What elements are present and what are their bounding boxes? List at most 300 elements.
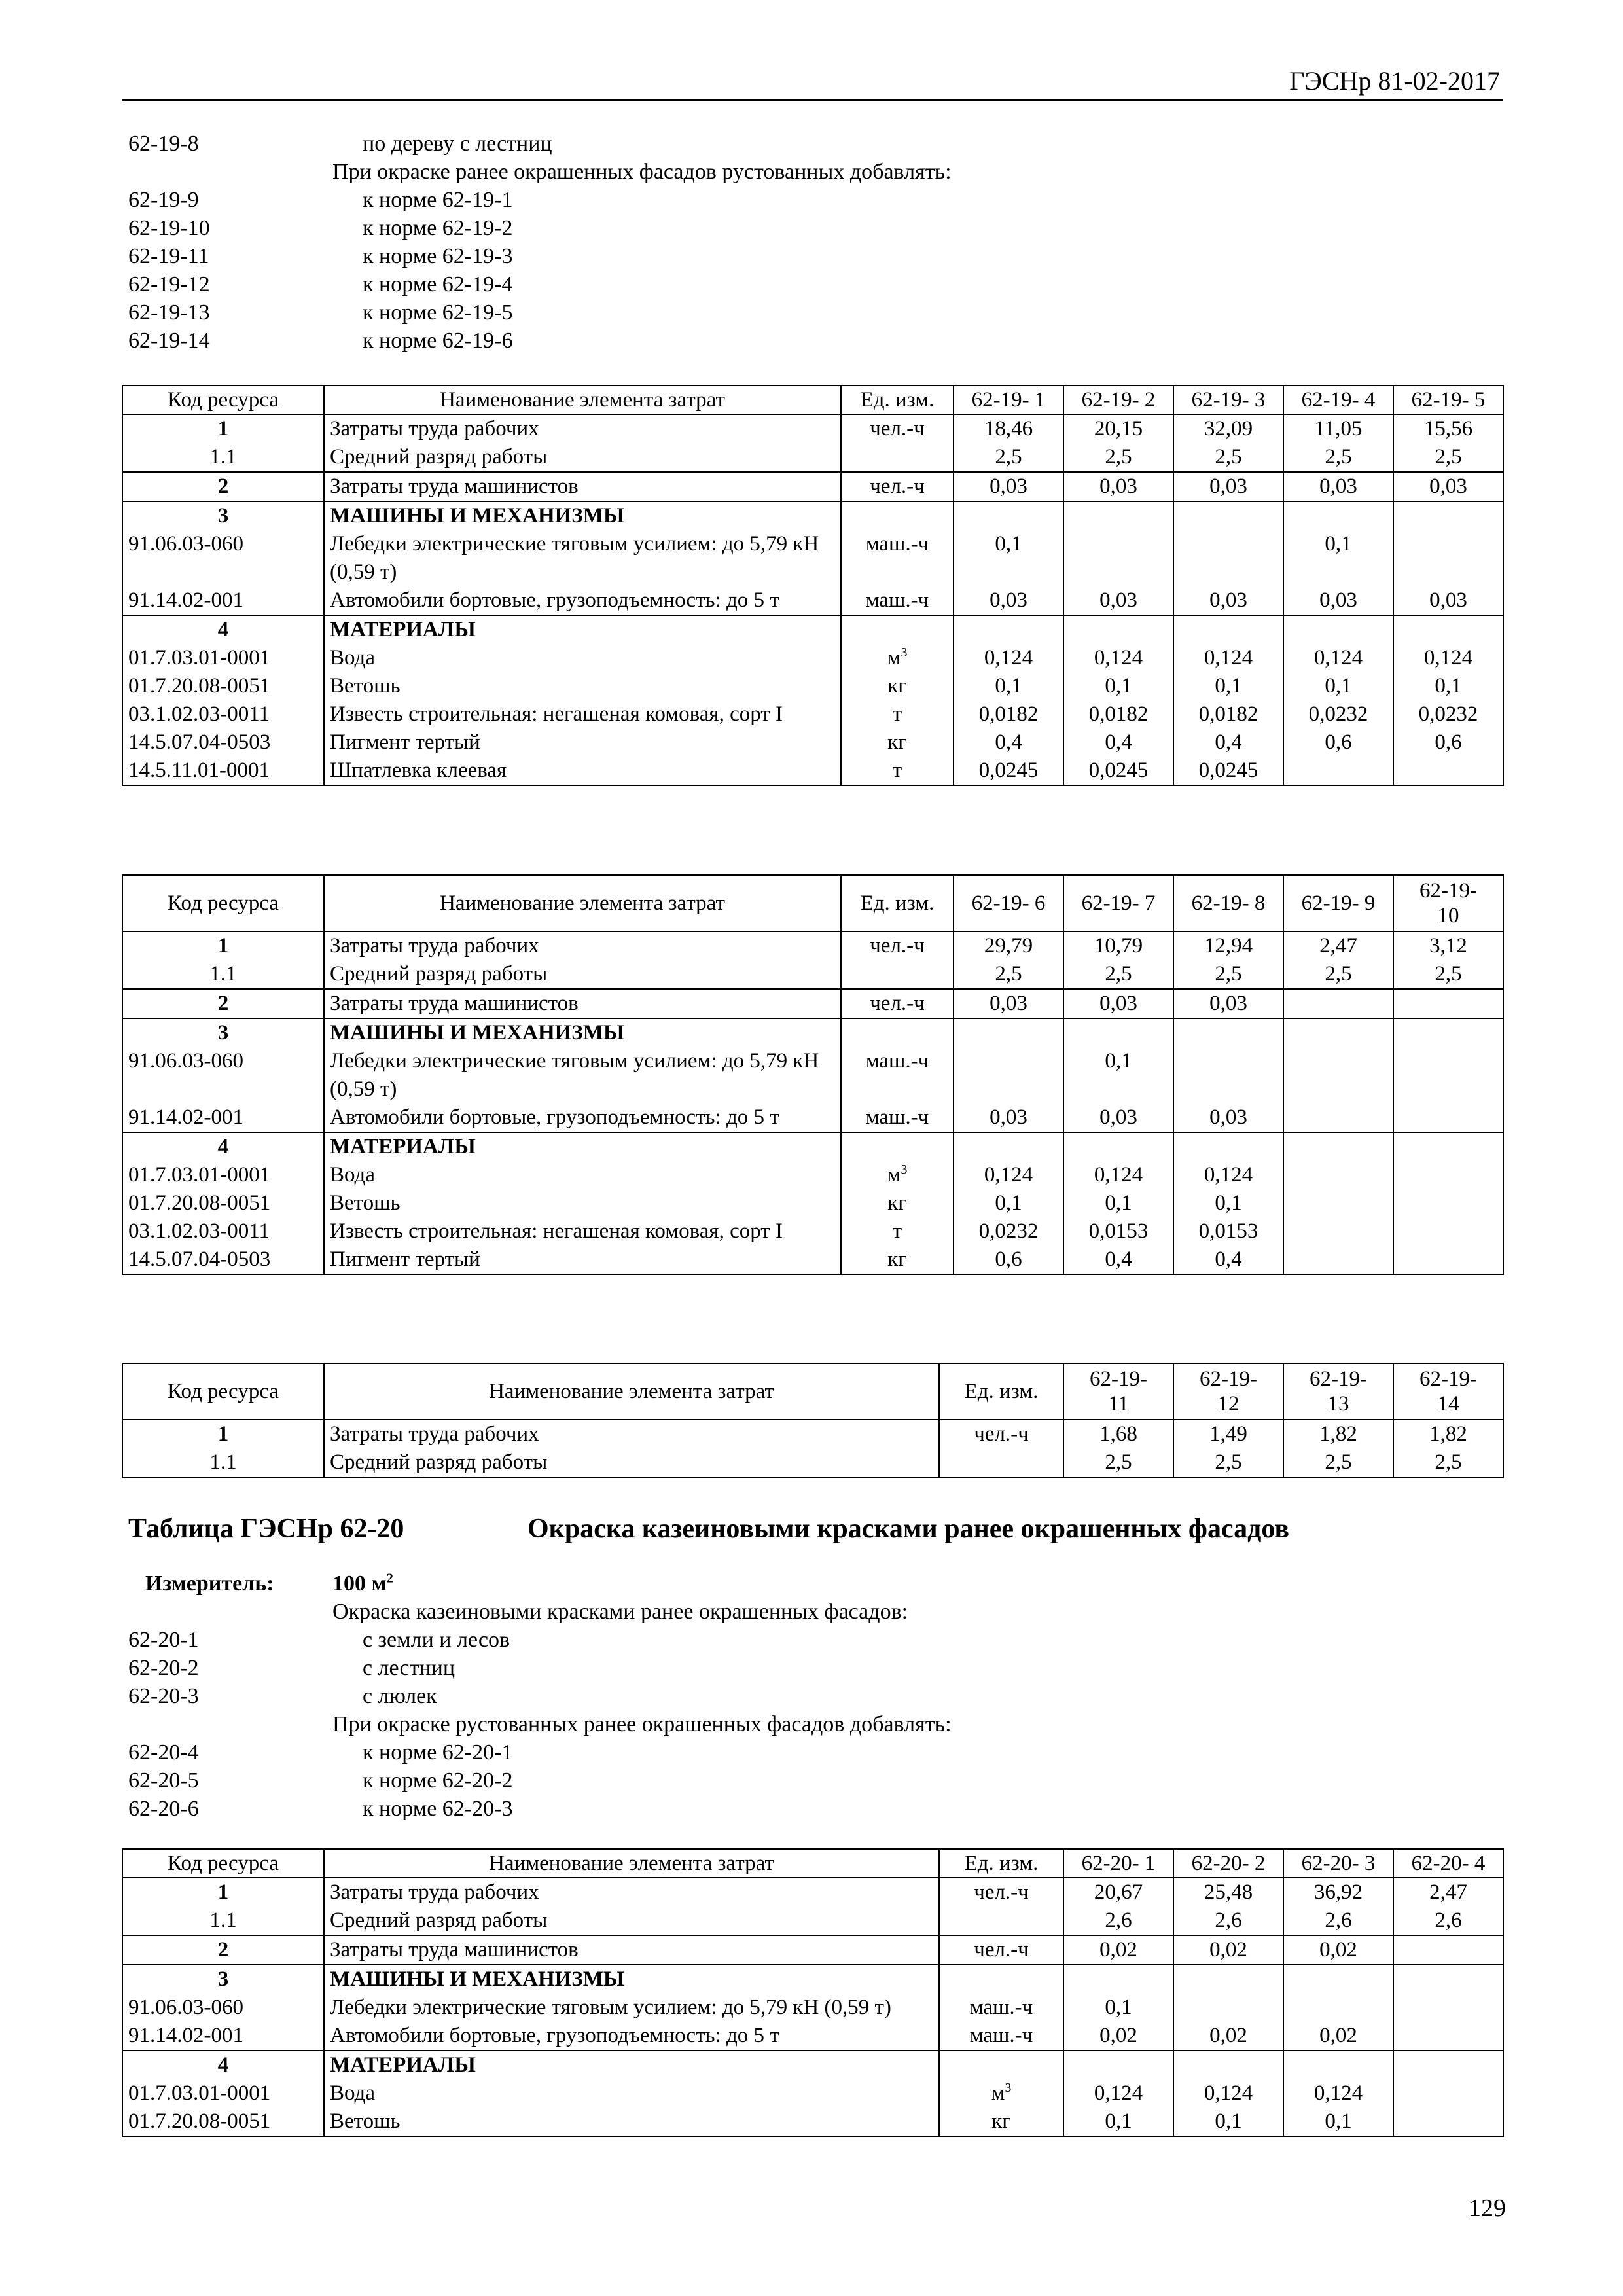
norm-value: 2,47 (1283, 931, 1393, 960)
norm-text: к норме 62-19-4 (363, 272, 513, 296)
col-header-norm: 62-19- 5 (1393, 386, 1503, 414)
resource-code: 14.5.11.01-0001 (122, 757, 324, 785)
table-row (122, 2108, 1503, 2136)
norm-value: 0,0245 (954, 757, 1063, 785)
norm-value: 0,1 (1063, 1189, 1173, 1217)
norm-value: 0,1 (1283, 2108, 1393, 2136)
col-header-code: Код ресурса (122, 386, 324, 414)
norm-text: по дереву с лестниц (363, 132, 552, 156)
norm-value: 2,5 (1393, 960, 1503, 989)
norm-value (1063, 530, 1173, 586)
resource-code: 01.7.03.01-0001 (122, 644, 324, 672)
norm-code: 62-19-12 (128, 272, 210, 296)
norm-value (1173, 1132, 1283, 1161)
norm-value: 25,48 (1173, 1878, 1283, 1907)
norm-value: 2,5 (1173, 960, 1283, 989)
norm-value: 0,03 (1173, 586, 1283, 615)
norm-value (1283, 1965, 1393, 1994)
norm-value: 2,6 (1063, 1907, 1173, 1935)
norm-value (954, 1047, 1063, 1103)
norm-value: 0,4 (1173, 1246, 1283, 1274)
col-header-norm: 62-19- 9 (1283, 875, 1393, 931)
norm-value (1283, 1132, 1393, 1161)
table-row (122, 757, 1503, 785)
col-header-norm: 62-19- 4 (1283, 386, 1393, 414)
unit (939, 2079, 1063, 2108)
resource-code: 91.14.02-001 (122, 1103, 324, 1132)
norm-text: к норме 62-19-1 (363, 188, 513, 212)
table-row (122, 644, 1503, 672)
norm-value: 0,0182 (1173, 700, 1283, 728)
norm-value: 0,03 (1393, 586, 1503, 615)
norm-value: 0,03 (954, 1103, 1063, 1132)
table-row (122, 728, 1503, 757)
col-header-norm: 62-19- 8 (1173, 875, 1283, 931)
norm-value (1393, 1047, 1503, 1103)
unit: т (841, 757, 954, 785)
norm-value: 0,0232 (954, 1217, 1063, 1246)
norm-value: 0,03 (954, 989, 1063, 1018)
norm-value (1283, 1246, 1393, 1274)
table-row (122, 1994, 1503, 2022)
norm-value: 20,67 (1063, 1878, 1173, 1907)
norm-value: 0,02 (1173, 2022, 1283, 2051)
col-header-unit: Ед. изм. (841, 875, 954, 931)
resource-name: Средний разряд работы (324, 1448, 939, 1477)
unit: маш.-ч (841, 1103, 954, 1132)
resource-name: Лебедки электрические тяговым усилием: до 5,79 кН (0,59 т) (324, 1047, 841, 1103)
norm-text: к норме 62-20-1 (363, 1740, 513, 1765)
norm-text: к норме 62-20-2 (363, 1768, 513, 1793)
col-header-norm: 62-20- 2 (1173, 1849, 1283, 1878)
norm-value (1283, 1161, 1393, 1189)
norm-value (1393, 1161, 1503, 1189)
norm-value (1173, 615, 1283, 644)
norm-value (1393, 615, 1503, 644)
resource-code: 91.06.03-060 (122, 530, 324, 586)
norm-value: 0,0182 (954, 700, 1063, 728)
table-header-row (122, 1849, 1503, 1878)
resource-code: 03.1.02.03-0011 (122, 700, 324, 728)
norm-value (1393, 1217, 1503, 1246)
norm-value (1393, 2051, 1503, 2079)
table-row (122, 2051, 1503, 2079)
norm-value: 0,124 (1063, 644, 1173, 672)
norm-value: 0,1 (954, 1189, 1063, 1217)
table-heading (128, 1513, 1290, 1545)
unit: чел.-ч (841, 472, 954, 501)
unit: маш.-ч (841, 1047, 954, 1103)
norm-value: 0,03 (1393, 472, 1503, 501)
norm-value (1063, 1018, 1173, 1047)
col-header-norm: 62-19- 10 (1393, 875, 1503, 931)
norm-value: 20,15 (1063, 414, 1173, 443)
col-header-name: Наименование элемента затрат (324, 386, 841, 414)
resource-name: Вода (324, 2079, 939, 2108)
resource-name: Средний разряд работы (324, 960, 841, 989)
norm-value (954, 615, 1063, 644)
norm-value: 18,46 (954, 414, 1063, 443)
col-header-code: Код ресурса (122, 875, 324, 931)
norm-value: 12,94 (1173, 931, 1283, 960)
norm-text: При окраске рустованных ранее окрашенных фасадов добавлять: (332, 1712, 952, 1736)
norm-value: 3,12 (1393, 931, 1503, 960)
col-header-name: Наименование элемента затрат (324, 1849, 939, 1878)
table-row (122, 989, 1503, 1018)
norm-text: к норме 62-19-5 (363, 300, 513, 325)
norm-value (1393, 757, 1503, 785)
norm-value: 11,05 (1283, 414, 1393, 443)
norm-code: 62-20-6 (128, 1797, 199, 1821)
resource-code: 3 (122, 1018, 324, 1047)
table-label: Таблица ГЭСНр 62-20 (128, 1514, 404, 1544)
resource-name: Ветошь (324, 1189, 841, 1217)
norm-text: с лестниц (363, 1656, 455, 1680)
resource-code: 01.7.20.08-0051 (122, 1189, 324, 1217)
col-header-code: Код ресурса (122, 1849, 324, 1878)
norm-value: 15,56 (1393, 414, 1503, 443)
norm-value (1173, 1994, 1283, 2022)
norm-value: 0,1 (954, 672, 1063, 700)
col-header-norm: 62-19- 7 (1063, 875, 1173, 931)
resource-code: 4 (122, 2051, 324, 2079)
unit: маш.-ч (939, 1994, 1063, 2022)
table-row (122, 615, 1503, 644)
unit: кг (841, 1246, 954, 1274)
col-header-unit: Ед. изм. (939, 1363, 1063, 1420)
resource-name: МАТЕРИАЛЫ (324, 615, 841, 644)
norm-value (1173, 2051, 1283, 2079)
norm-value: 10,79 (1063, 931, 1173, 960)
norm-value: 0,4 (1173, 728, 1283, 757)
norm-code: 62-20-4 (128, 1740, 199, 1765)
measure-label: Измеритель: (145, 1571, 274, 1596)
norm-value: 0,124 (1283, 2079, 1393, 2108)
unit (841, 644, 954, 672)
norm-value: 29,79 (954, 931, 1063, 960)
norm-value: 0,02 (1283, 1935, 1393, 1965)
norm-value (1173, 1047, 1283, 1103)
resource-name: Затраты труда машинистов (324, 989, 841, 1018)
norm-value: 2,5 (1393, 1448, 1503, 1477)
norm-text: с земли и лесов (363, 1628, 510, 1652)
table-row (122, 1965, 1503, 1994)
page-header (122, 63, 1503, 101)
norm-value (954, 501, 1063, 530)
table-header-row (122, 875, 1503, 931)
resource-name: Пигмент тертый (324, 1246, 841, 1274)
norm-value (1283, 1189, 1393, 1217)
norm-value: 0,6 (1393, 728, 1503, 757)
norm-value: 0,03 (1063, 989, 1173, 1018)
norm-code: 62-20-1 (128, 1628, 199, 1652)
unit: маш.-ч (939, 2022, 1063, 2051)
norm-value: 2,5 (954, 443, 1063, 472)
norm-code: 62-20-2 (128, 1656, 199, 1680)
resource-name: Затраты труда рабочих (324, 414, 841, 443)
norm-value: 1,49 (1173, 1420, 1283, 1448)
norm-value: 2,5 (1063, 443, 1173, 472)
norm-code: 62-19-13 (128, 300, 210, 325)
norm-value: 0,03 (1173, 989, 1283, 1018)
table-row (122, 672, 1503, 700)
norm-code: 62-19-11 (128, 244, 209, 268)
table-header-row (122, 386, 1503, 414)
resource-name: Известь строительная: негашеная комовая, сорт I (324, 1217, 841, 1246)
resource-name: Автомобили бортовые, грузоподъемность: до 5 т (324, 1103, 841, 1132)
norm-value: 0,03 (1283, 586, 1393, 615)
resource-name: МАТЕРИАЛЫ (324, 1132, 841, 1161)
resource-code: 03.1.02.03-0011 (122, 1217, 324, 1246)
table-row (122, 1907, 1503, 1935)
unit: чел.-ч (841, 931, 954, 960)
norm-value (1283, 1018, 1393, 1047)
norm-value: 0,0153 (1173, 1217, 1283, 1246)
unit: кг (841, 728, 954, 757)
col-header-norm: 62-19- 14 (1393, 1363, 1503, 1420)
norm-value: 0,1 (1063, 1047, 1173, 1103)
table-row (122, 1935, 1503, 1965)
norm-value (1393, 1935, 1503, 1965)
resource-code: 4 (122, 1132, 324, 1161)
norm-value (1063, 1965, 1173, 1994)
norm-value: 0,0182 (1063, 700, 1173, 728)
resource-code: 01.7.20.08-0051 (122, 2108, 324, 2136)
resource-code: 1.1 (122, 1907, 324, 1935)
norm-value: 0,03 (1173, 1103, 1283, 1132)
resource-name: МАТЕРИАЛЫ (324, 2051, 939, 2079)
unit (841, 1018, 954, 1047)
norm-value (1393, 989, 1503, 1018)
norm-value: 0,03 (1063, 472, 1173, 501)
unit: кг (841, 672, 954, 700)
table-row (122, 1018, 1503, 1047)
col-header-name: Наименование элемента затрат (324, 875, 841, 931)
resource-table-62-20-1-4 (122, 1848, 1504, 2137)
col-header-norm: 62-19- 1 (954, 386, 1063, 414)
resource-name: Вода (324, 644, 841, 672)
col-header-norm: 62-19- 2 (1063, 386, 1173, 414)
resource-name: Средний разряд работы (324, 1907, 939, 1935)
norm-value: 0,124 (954, 644, 1063, 672)
norm-value: 0,124 (1173, 1161, 1283, 1189)
norm-value (1393, 1189, 1503, 1217)
norm-value (1173, 1018, 1283, 1047)
norm-value: 2,5 (1393, 443, 1503, 472)
norm-value (1283, 1047, 1393, 1103)
norm-value: 0,1 (1063, 1994, 1173, 2022)
resource-name: Пигмент тертый (324, 728, 841, 757)
norm-text: При окраске ранее окрашенных фасадов рустованных добавлять: (332, 160, 952, 184)
table-row (122, 1132, 1503, 1161)
norm-value: 2,6 (1173, 1907, 1283, 1935)
norm-value: 0,1 (1063, 672, 1173, 700)
norm-value (1393, 1132, 1503, 1161)
col-header-name: Наименование элемента затрат (324, 1363, 939, 1420)
norm-value: 0,124 (1283, 644, 1393, 672)
unit (939, 1448, 1063, 1477)
norm-value (1393, 1103, 1503, 1132)
unit (841, 501, 954, 530)
resource-code: 1 (122, 931, 324, 960)
col-header-norm: 62-19- 12 (1173, 1363, 1283, 1420)
table-row (122, 1161, 1503, 1189)
norm-value: 0,0153 (1063, 1217, 1173, 1246)
col-header-unit: Ед. изм. (841, 386, 954, 414)
unit (841, 443, 954, 472)
norm-value: 32,09 (1173, 414, 1283, 443)
norm-value: 0,03 (1063, 586, 1173, 615)
norm-value: 0,6 (954, 1246, 1063, 1274)
norm-value (1173, 530, 1283, 586)
resource-code: 01.7.20.08-0051 (122, 672, 324, 700)
norm-value (1063, 1132, 1173, 1161)
resource-code: 3 (122, 1965, 324, 1994)
norm-value: 0,124 (1063, 2079, 1173, 2108)
unit: чел.-ч (841, 989, 954, 1018)
resource-code: 01.7.03.01-0001 (122, 2079, 324, 2108)
table-row (122, 1047, 1503, 1103)
unit: чел.-ч (939, 1935, 1063, 1965)
norm-value (1063, 501, 1173, 530)
norm-value: 1,82 (1283, 1420, 1393, 1448)
norm-value: 0,1 (1283, 672, 1393, 700)
unit: кг (841, 1189, 954, 1217)
table-row (122, 530, 1503, 586)
norm-text: к норме 62-20-3 (363, 1797, 513, 1821)
norm-value: 2,5 (1283, 1448, 1393, 1477)
norm-value: 0,1 (1173, 1189, 1283, 1217)
norm-value: 0,02 (1063, 2022, 1173, 2051)
col-header-unit: Ед. изм. (939, 1849, 1063, 1878)
norm-text: к норме 62-19-6 (363, 329, 513, 353)
norm-text: Окраска казеиновыми красками ранее окрашенных фасадов: (332, 1600, 908, 1624)
resource-code: 91.06.03-060 (122, 1047, 324, 1103)
unit: маш.-ч (841, 530, 954, 586)
norm-value: 2,47 (1393, 1878, 1503, 1907)
col-header-code: Код ресурса (122, 1363, 324, 1420)
norm-value (1283, 1994, 1393, 2022)
unit-text: $м^3$ (887, 1162, 908, 1187)
norm-value: 0,03 (1173, 472, 1283, 501)
table-row (122, 1420, 1503, 1448)
table-row (122, 931, 1503, 960)
norm-value: 0,0245 (1063, 757, 1173, 785)
table-row (122, 700, 1503, 728)
page-number: 129 (1469, 2195, 1506, 2222)
resource-name: Известь строительная: негашеная комовая, сорт I (324, 700, 841, 728)
unit (939, 1907, 1063, 1935)
norm-value (1283, 615, 1393, 644)
norm-value: 0,0232 (1393, 700, 1503, 728)
norm-value: 0,6 (1283, 728, 1393, 757)
resource-code: 3 (122, 501, 324, 530)
norm-value (1393, 2022, 1503, 2051)
unit (841, 615, 954, 644)
norm-value: 2,5 (1063, 960, 1173, 989)
resource-code: 01.7.03.01-0001 (122, 1161, 324, 1189)
measure-value: 100 $м^2$ (332, 1571, 393, 1596)
norm-value (1393, 1018, 1503, 1047)
col-header-norm: 62-20- 3 (1283, 1849, 1393, 1878)
norm-value: 0,03 (1063, 1103, 1173, 1132)
norm-value: 0,124 (1393, 644, 1503, 672)
norm-text: с люлек (363, 1684, 437, 1708)
resource-code: 1.1 (122, 443, 324, 472)
unit-text: $м^3$ (991, 2081, 1012, 2105)
norm-value (1393, 2079, 1503, 2108)
unit (841, 1161, 954, 1189)
resource-name: МАШИНЫ И МЕХАНИЗМЫ (324, 1965, 939, 1994)
norm-value: 0,4 (1063, 728, 1173, 757)
resource-name: Автомобили бортовые, грузоподъемность: до 5 т (324, 2022, 939, 2051)
resource-name: Вода (324, 1161, 841, 1189)
norm-value (1393, 501, 1503, 530)
col-header-norm: 62-19- 13 (1283, 1363, 1393, 1420)
norm-value (1283, 1217, 1393, 1246)
norm-value: 0,03 (954, 472, 1063, 501)
norm-value: 0,4 (954, 728, 1063, 757)
document-code: ГЭСНр 81-02-2017 (1289, 66, 1500, 96)
resource-code: 91.14.02-001 (122, 2022, 324, 2051)
unit: чел.-ч (939, 1878, 1063, 1907)
resource-code: 2 (122, 1935, 324, 1965)
norm-value (1283, 2051, 1393, 2079)
norm-value: 0,02 (1173, 1935, 1283, 1965)
table-row (122, 586, 1503, 615)
norm-code: 62-19-10 (128, 216, 210, 240)
table-header-row (122, 1363, 1503, 1420)
norm-value: 0,124 (1173, 644, 1283, 672)
norm-value (1173, 1965, 1283, 1994)
norm-code: 62-19-9 (128, 188, 199, 212)
norm-value: 2,5 (1283, 443, 1393, 472)
norm-value: 0,0232 (1283, 700, 1393, 728)
norm-value (1283, 757, 1393, 785)
norm-value (1063, 615, 1173, 644)
norm-value (954, 1018, 1063, 1047)
unit: чел.-ч (939, 1420, 1063, 1448)
resource-name: Лебедки электрические тяговым усилием: до 5,79 кН (0,59 т) (324, 1994, 939, 2022)
norm-value (1173, 501, 1283, 530)
norm-value (954, 1132, 1063, 1161)
resource-code: 91.14.02-001 (122, 586, 324, 615)
resource-name: Лебедки электрические тяговым усилием: до 5,79 кН (0,59 т) (324, 530, 841, 586)
norm-value: 2,5 (1063, 1448, 1173, 1477)
norm-value: 2,5 (954, 960, 1063, 989)
norm-value (1283, 501, 1393, 530)
table-row (122, 960, 1503, 989)
norm-value (1393, 530, 1503, 586)
unit (939, 2051, 1063, 2079)
unit (939, 1965, 1063, 1994)
table-row (122, 1246, 1503, 1274)
norm-value (1283, 1103, 1393, 1132)
norm-text: к норме 62-19-2 (363, 216, 513, 240)
table-row (122, 443, 1503, 472)
resource-table-62-19-11-14 (122, 1363, 1504, 1478)
table-row (122, 501, 1503, 530)
resource-code: 14.5.07.04-0503 (122, 1246, 324, 1274)
table-row (122, 1217, 1503, 1246)
norm-value: 0,1 (1283, 530, 1393, 586)
resource-code: 1 (122, 1420, 324, 1448)
resource-table-62-19-1-5 (122, 385, 1504, 786)
norm-value: 0,4 (1063, 1246, 1173, 1274)
unit: т (841, 700, 954, 728)
norm-value: 0,124 (954, 1161, 1063, 1189)
norm-value: 1,68 (1063, 1420, 1173, 1448)
